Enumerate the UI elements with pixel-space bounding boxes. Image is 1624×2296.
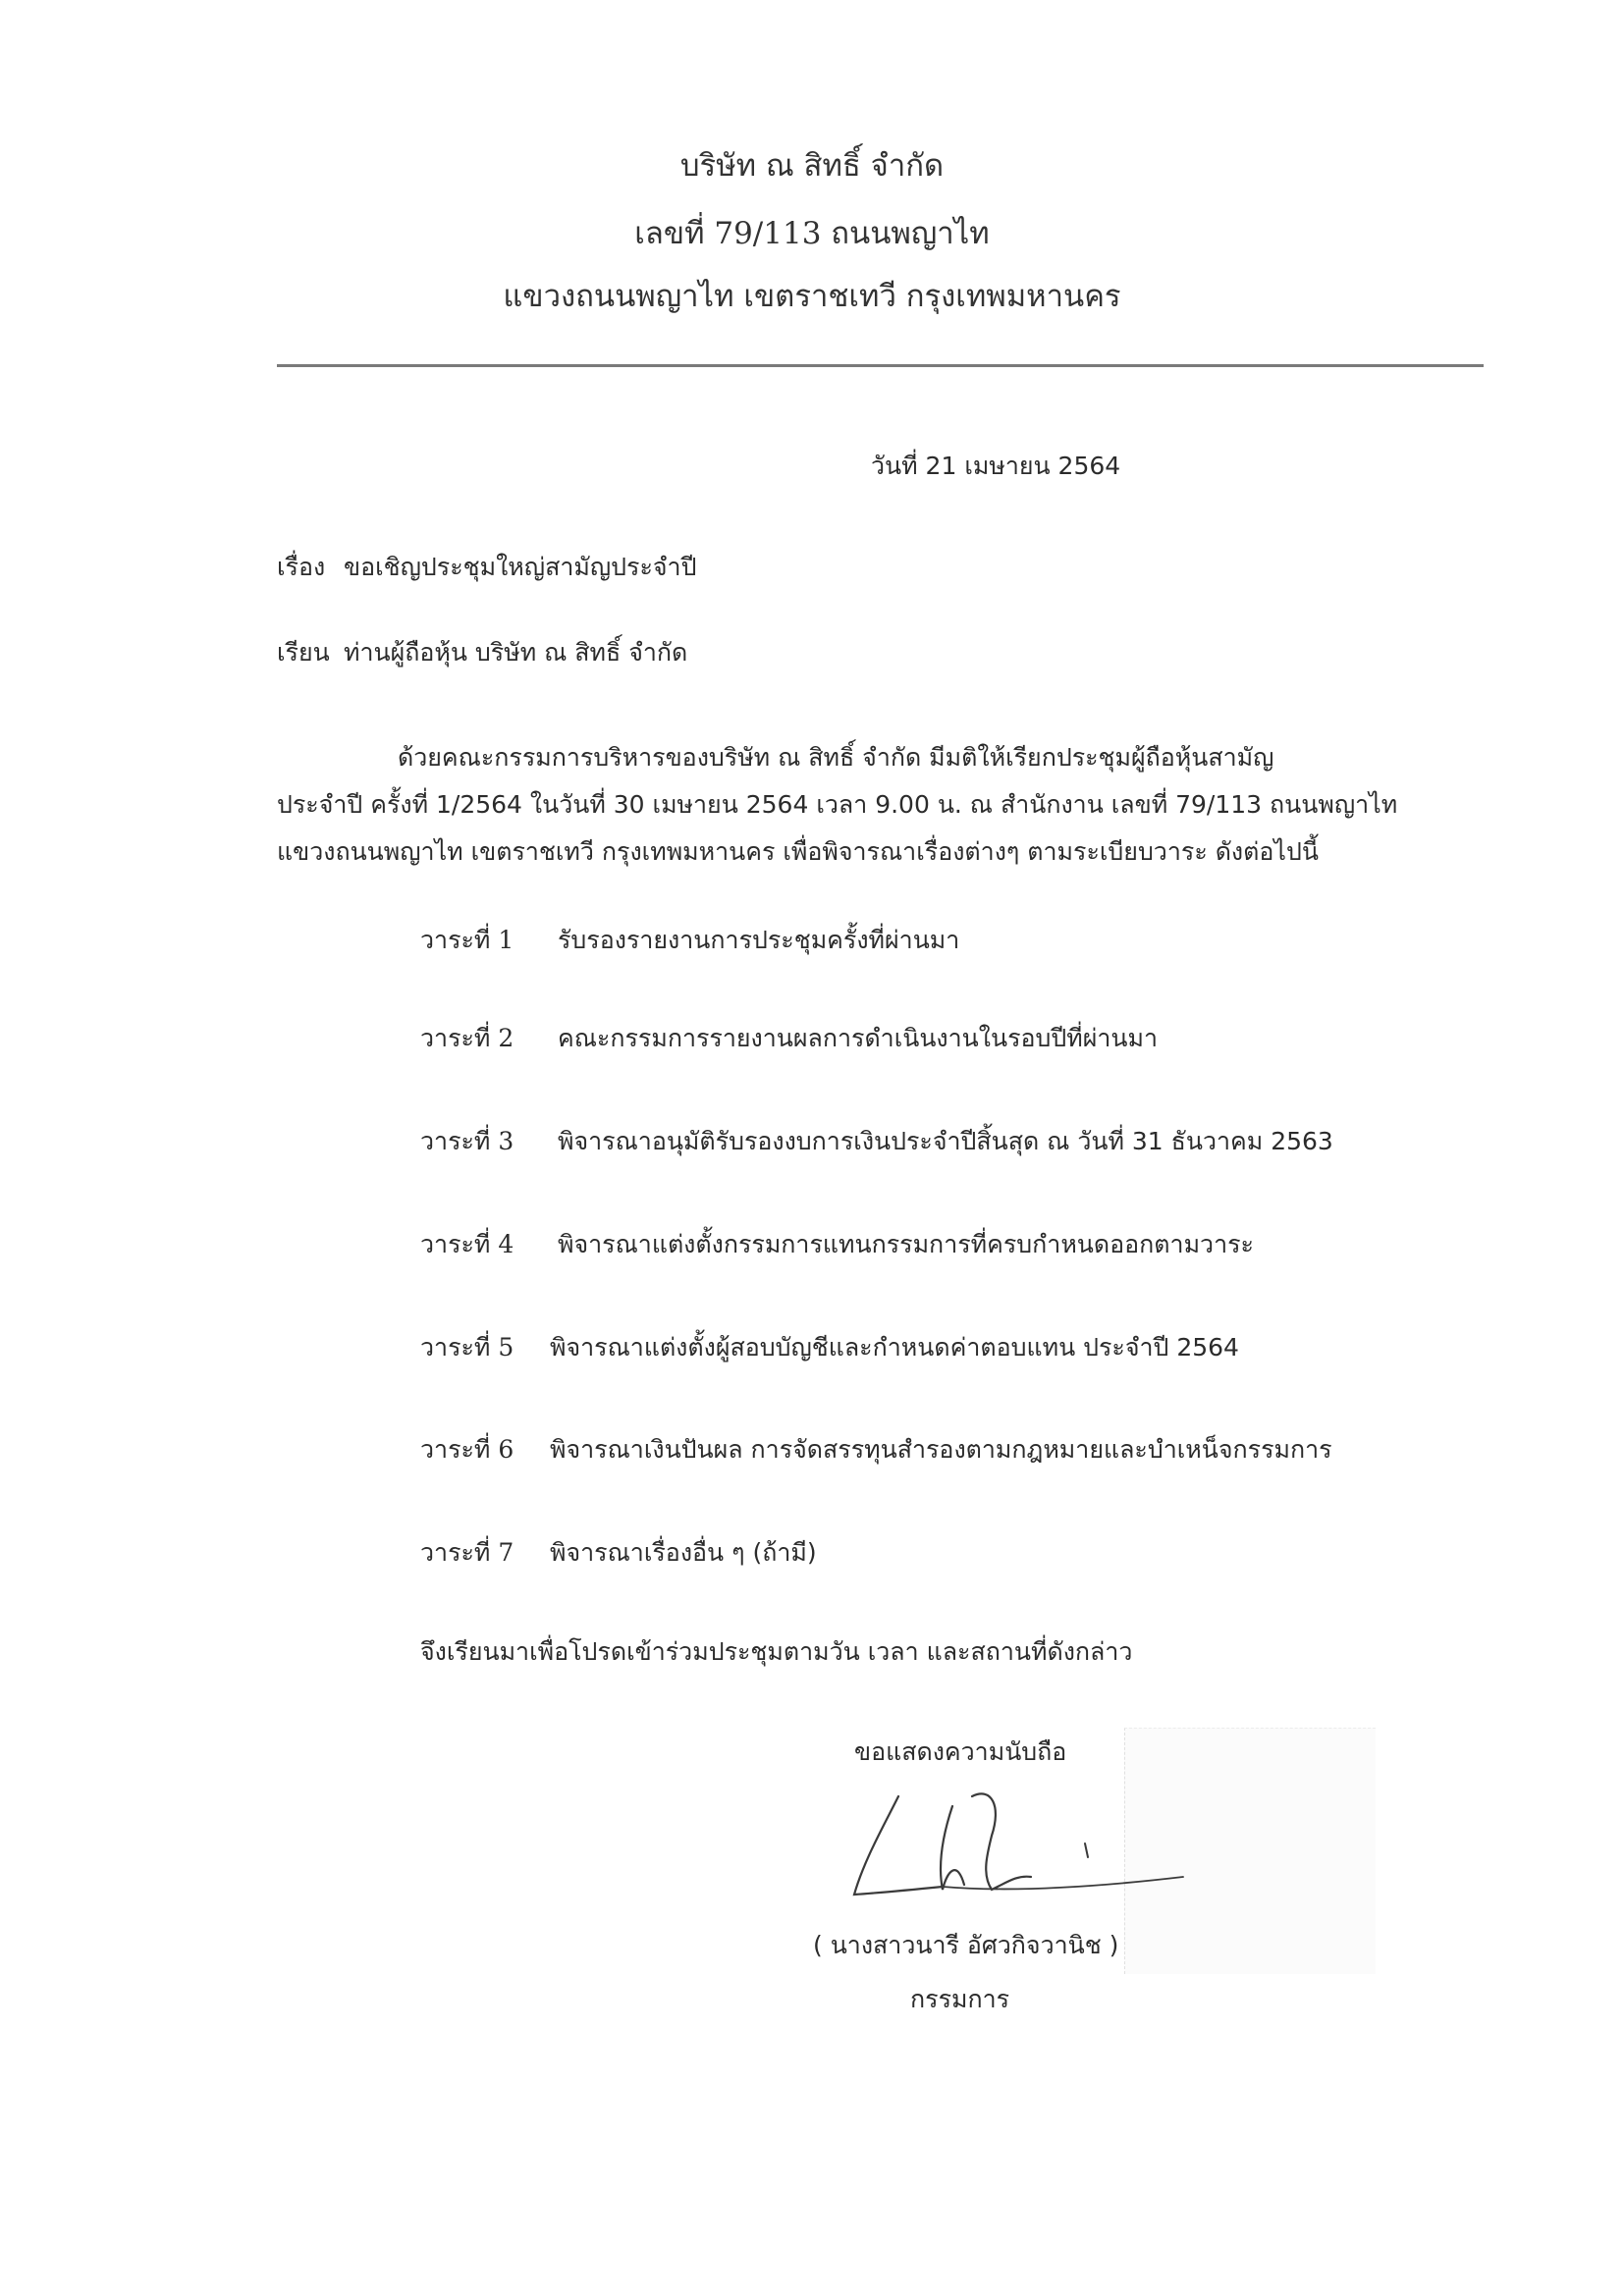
address-line-2: แขวงถนนพญาไท เขตราชเทวี กรุงเทพมหานคร	[503, 279, 1121, 314]
agenda-item-text: พิจารณาเงินปันผล การจัดสรรทุนสำรองตามกฎหมายและบำเหน็จกรรมการ	[550, 1435, 1332, 1464]
agenda-item-text: พิจารณาแต่งตั้งผู้สอบบัญชีและกำหนดค่าตอบแทน ประจำปี 2564	[550, 1333, 1239, 1362]
agenda-number: วาระที่ 3	[420, 1127, 514, 1155]
agenda-number: วาระที่ 7	[420, 1538, 514, 1567]
subject-label: เรื่อง	[277, 553, 326, 581]
agenda-item-text: พิจารณาแต่งตั้งกรรมการแทนกรรมการที่ครบกำหนดออกตามวาระ	[558, 1230, 1254, 1258]
company-name: บริษัท ณ สิทธิ์ จำกัด	[679, 148, 945, 184]
recipient-label: เรียน	[277, 638, 330, 667]
agenda-number: วาระที่ 5	[420, 1333, 514, 1362]
agenda-item-text: พิจารณาอนุมัติรับรองงบการเงินประจำปีสิ้นสุด ณ วันที่ 31 ธันวาคม 2563	[558, 1127, 1333, 1155]
signatory-name: ( นางสาวนารี อัศวกิจวานิช )	[813, 1931, 1119, 1959]
body-line-2: ประจำปี ครั้งที่ 1/2564 ในวันที่ 30 เมษายน 2564 เวลา 9.00 น. ณ สำนักงาน เลขที่ 79/113 ถนนพญาไท	[277, 790, 1398, 819]
address-line-1: เลขที่ 79/113 ถนนพญาไท	[634, 216, 990, 251]
agenda-number: วาระที่ 4	[420, 1230, 514, 1258]
agenda-number: วาระที่ 2	[420, 1024, 514, 1052]
header-divider	[277, 364, 1484, 367]
handwritten-signature	[844, 1767, 1218, 1914]
body-line-3: แขวงถนนพญาไท เขตราชเทวี กรุงเทพมหานคร เพื่อพิจารณาเรื่องต่างๆ ตามระเบียบวาระ ดังต่อไปนี้	[277, 837, 1319, 866]
agenda-number: วาระที่ 1	[420, 926, 514, 954]
agenda-item-text: พิจารณาเรื่องอื่น ๆ (ถ้ามี)	[550, 1538, 817, 1567]
recipient-text: ท่านผู้ถือหุ้น บริษัท ณ สิทธิ์ จำกัด	[344, 638, 688, 667]
subject-text: ขอเชิญประชุมใหญ่สามัญประจำปี	[344, 553, 697, 581]
letter-date: วันที่ 21 เมษายน 2564	[871, 452, 1121, 480]
agenda-number: วาระที่ 6	[420, 1435, 514, 1464]
agenda-item-text: รับรองรายงานการประชุมครั้งที่ผ่านมา	[558, 926, 960, 954]
regards-text: ขอแสดงความนับถือ	[854, 1737, 1067, 1766]
agenda-item-text: คณะกรรมการรายงานผลการดำเนินงานในรอบปีที่ผ่านมา	[558, 1024, 1159, 1052]
closing-sentence: จึงเรียนมาเพื่อโปรดเข้าร่วมประชุมตามวัน เวลา และสถานที่ดังกล่าว	[420, 1637, 1133, 1666]
body-line-1: ด้วยคณะกรรมการบริหารของบริษัท ณ สิทธิ์ จำกัด มีมติให้เรียกประชุมผู้ถือหุ้นสามัญ	[398, 743, 1274, 772]
signatory-title: กรรมการ	[910, 1985, 1010, 2013]
